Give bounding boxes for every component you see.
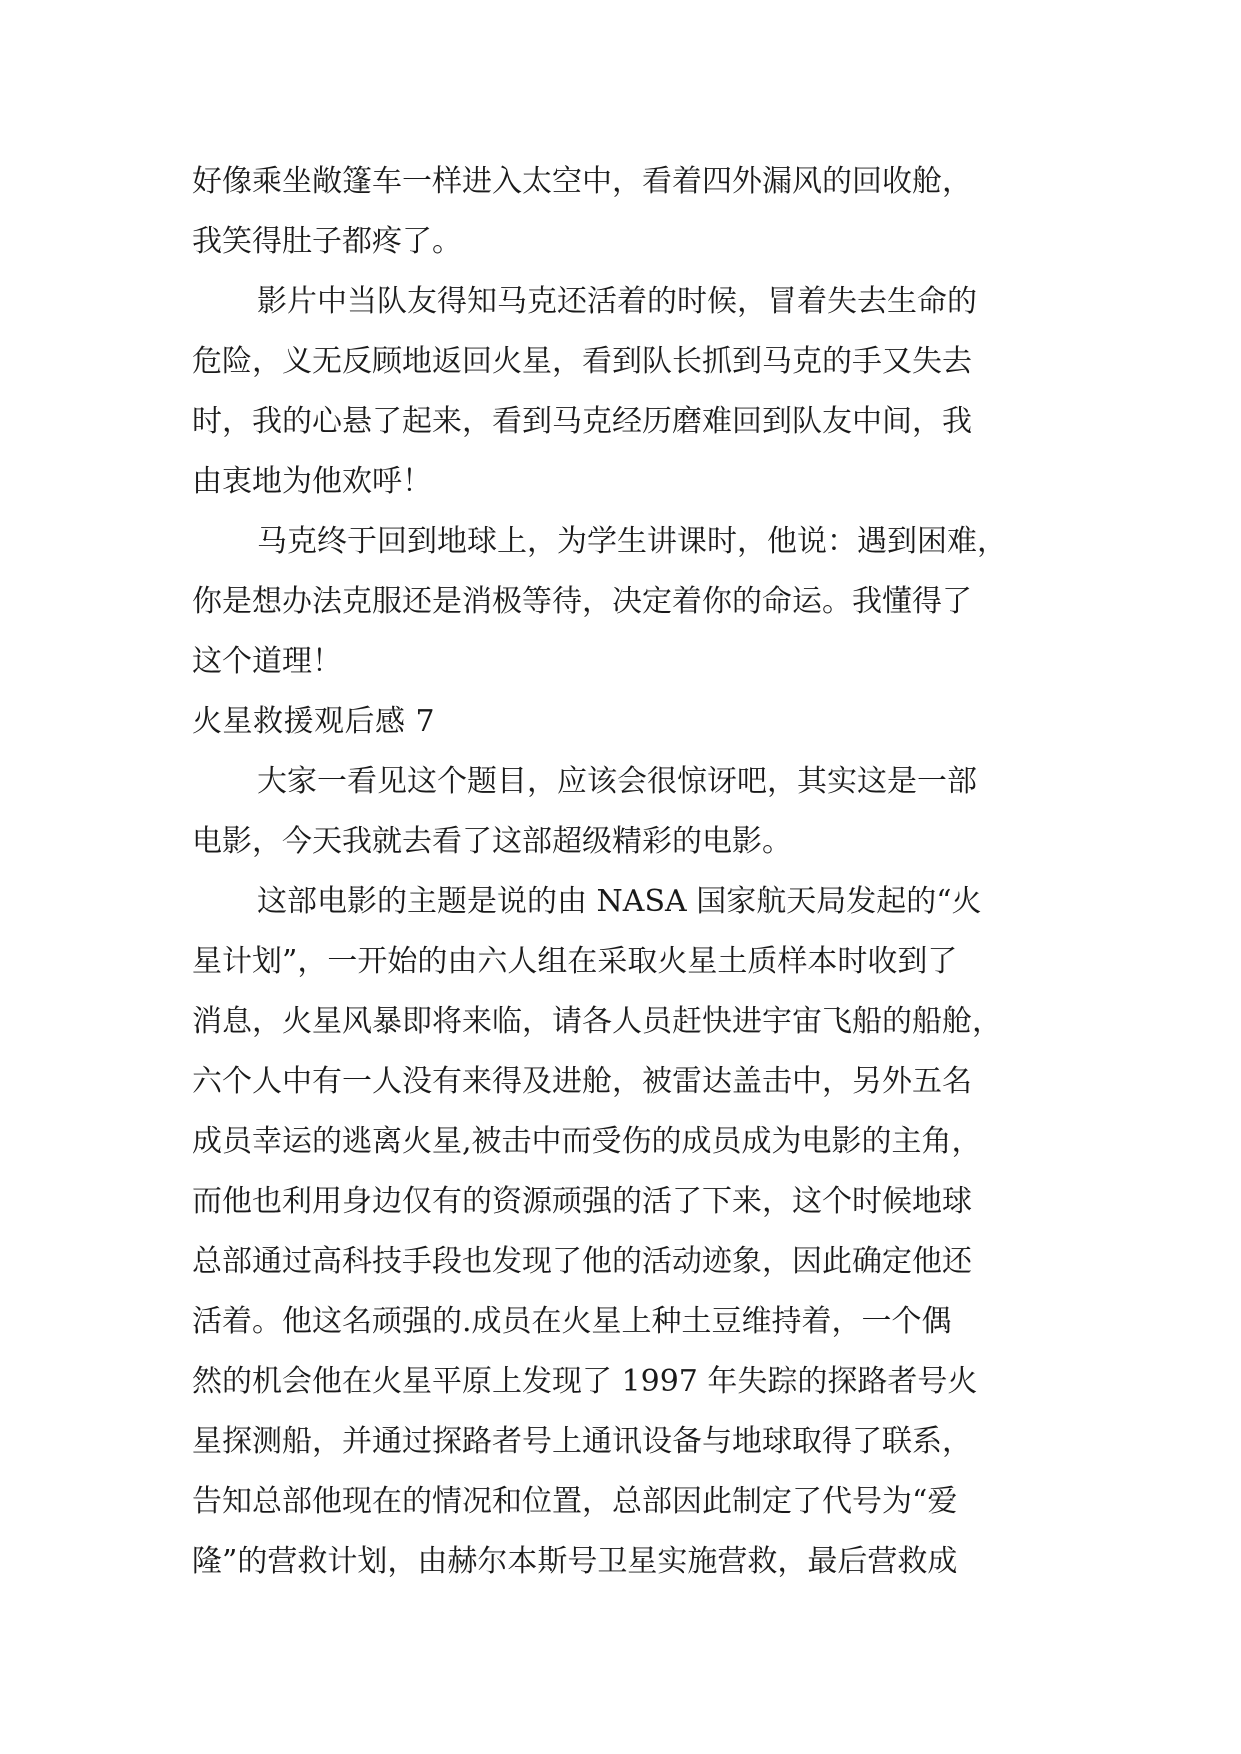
text-line: 这个道理！	[192, 644, 342, 679]
text-line: 你是想办法克服还是消极等待，决定着你的命运。我懂得了	[192, 584, 972, 619]
text-line: 我笑得肚子都疼了。	[192, 224, 462, 259]
paragraph-start-line: 大家一看见这个题目，应该会很惊讶吧，其实这是一部	[257, 764, 977, 799]
paragraph-start-line: 这部电影的主题是说的由 NASA 国家航天局发起的“火	[257, 884, 982, 919]
text-line: 成员幸运的逃离火星,被击中而受伤的成员成为电影的主角，	[192, 1124, 982, 1159]
text-line: 星计划”，一开始的由六人组在采取火星土质样本时收到了	[192, 944, 958, 979]
text-line: 总部通过高科技手段也发现了他的活动迹象，因此确定他还	[192, 1244, 972, 1279]
text-line: 好像乘坐敞篷车一样进入太空中，看着四外漏风的回收舱，	[192, 164, 972, 199]
text-line: 隆”的营救计划，由赫尔本斯号卫星实施营救，最后营救成	[192, 1544, 958, 1579]
text-line: 电影，今天我就去看了这部超级精彩的电影。	[192, 824, 792, 859]
text-line: 而他也利用身边仅有的资源顽强的活了下来，这个时候地球	[192, 1184, 972, 1219]
paragraph-start-line: 马克终于回到地球上，为学生讲课时，他说：遇到困难，	[257, 524, 1007, 559]
text-line: 时，我的心悬了起来，看到马克经历磨难回到队友中间，我	[192, 404, 972, 439]
text-line: 六个人中有一人没有来得及进舱，被雷达盖击中，另外五名	[192, 1064, 972, 1099]
text-line: 活着。他这名顽强的.成员在火星上种土豆维持着，一个偶	[192, 1304, 952, 1339]
text-line: 消息，火星风暴即将来临，请各人员赶快进宇宙飞船的船舱，	[192, 1004, 1002, 1039]
paragraph-start-line: 影片中当队友得知马克还活着的时候，冒着失去生命的	[257, 284, 977, 319]
text-line: 星探测船，并通过探路者号上通讯设备与地球取得了联系，	[192, 1424, 972, 1459]
text-line: 然的机会他在火星平原上发现了 1997 年失踪的探路者号火	[192, 1364, 978, 1399]
text-line: 危险，义无反顾地返回火星，看到队长抓到马克的手又失去	[192, 344, 972, 379]
text-line: 告知总部他现在的情况和位置，总部因此制定了代号为“爱	[192, 1484, 958, 1519]
text-line: 由衷地为他欢呼！	[192, 464, 432, 499]
section-heading: 火星救援观后感 7	[192, 704, 436, 739]
